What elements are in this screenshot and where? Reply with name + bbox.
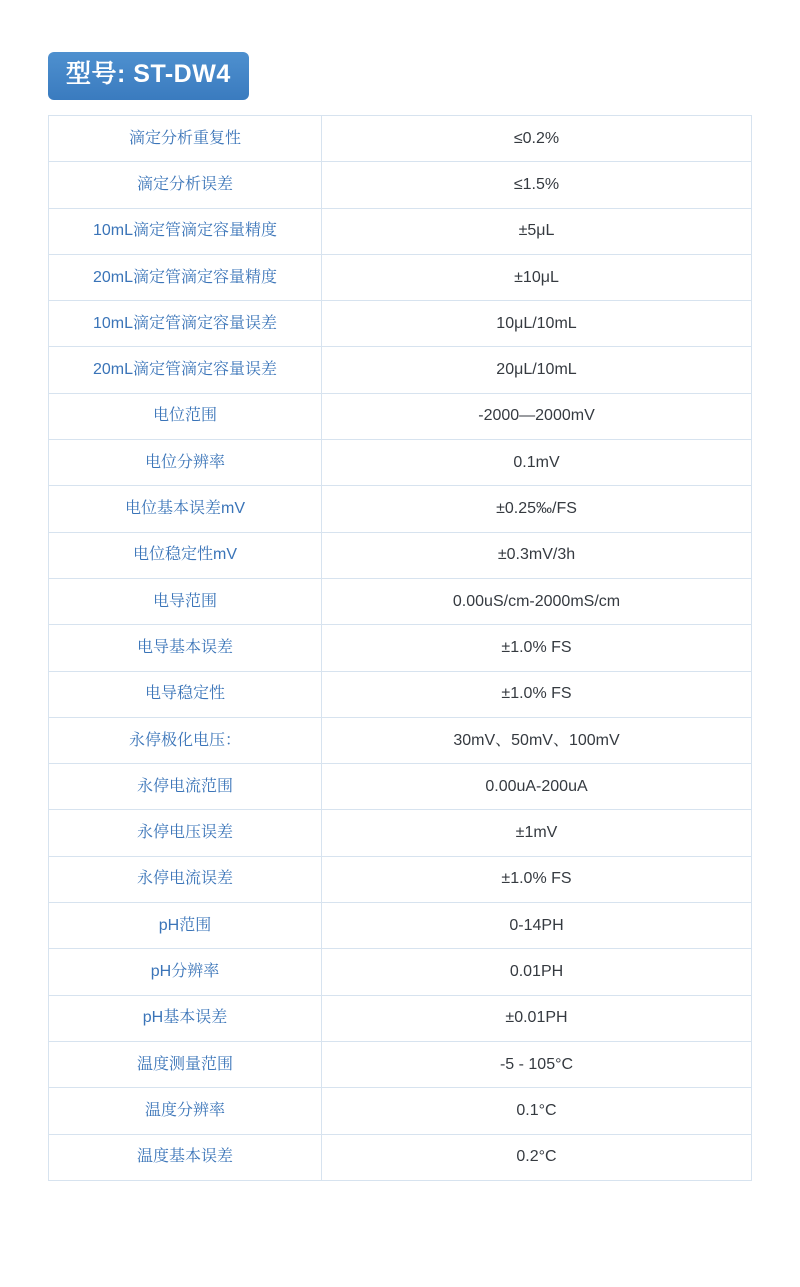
spec-value: ±1.0% FS	[322, 671, 752, 717]
spec-value: ≤1.5%	[322, 162, 752, 208]
spec-label: 20mL滴定管滴定容量误差	[49, 347, 322, 393]
table-row	[49, 578, 752, 624]
table-row	[49, 301, 752, 347]
spec-label: 电位稳定性mV	[49, 532, 322, 578]
spec-label: 温度基本误差	[49, 1134, 322, 1180]
table-row	[49, 532, 752, 578]
spec-value: ±0.3mV/3h	[322, 532, 752, 578]
spec-label: 电位分辨率	[49, 440, 322, 486]
spec-value: -2000—2000mV	[322, 393, 752, 439]
spec-label: 永停电流范围	[49, 764, 322, 810]
table-row	[49, 810, 752, 856]
table-row	[49, 440, 752, 486]
spec-value: 20μL/10mL	[322, 347, 752, 393]
spec-label: 温度分辨率	[49, 1088, 322, 1134]
spec-label: 温度测量范围	[49, 1041, 322, 1087]
table-row	[49, 949, 752, 995]
table-row	[49, 1134, 752, 1180]
spec-value: ±0.01PH	[322, 995, 752, 1041]
spec-value: 0.00uS/cm-2000mS/cm	[322, 578, 752, 624]
spec-value: 30mV、50mV、100mV	[322, 717, 752, 763]
spec-label: 滴定分析重复性	[49, 116, 322, 162]
spec-label: pH范围	[49, 903, 322, 949]
spec-value: ±10μL	[322, 254, 752, 300]
spec-label: 电导基本误差	[49, 625, 322, 671]
spec-value: ≤0.2%	[322, 116, 752, 162]
spec-value: 10μL/10mL	[322, 301, 752, 347]
table-row	[49, 162, 752, 208]
spec-value: 0-14PH	[322, 903, 752, 949]
spec-label: 20mL滴定管滴定容量精度	[49, 254, 322, 300]
table-row	[49, 856, 752, 902]
spec-value: ±1.0% FS	[322, 856, 752, 902]
spec-label: 电位基本误差mV	[49, 486, 322, 532]
spec-value: ±1mV	[322, 810, 752, 856]
table-row	[49, 1088, 752, 1134]
spec-label: 电导范围	[49, 578, 322, 624]
spec-value: -5 - 105°C	[322, 1041, 752, 1087]
spec-label: 电位范围	[49, 393, 322, 439]
spec-label: 10mL滴定管滴定容量误差	[49, 301, 322, 347]
table-row	[49, 116, 752, 162]
spec-label: pH分辨率	[49, 949, 322, 995]
spec-label: pH基本误差	[49, 995, 322, 1041]
table-row	[49, 903, 752, 949]
spec-label: 滴定分析误差	[49, 162, 322, 208]
spec-label: 电导稳定性	[49, 671, 322, 717]
spec-value: 0.1°C	[322, 1088, 752, 1134]
specification-table-body	[49, 116, 752, 1181]
table-row	[49, 347, 752, 393]
spec-value: 0.1mV	[322, 440, 752, 486]
table-row	[49, 625, 752, 671]
table-row	[49, 208, 752, 254]
model-badge: 型号: ST-DW4	[48, 52, 249, 100]
table-row	[49, 717, 752, 763]
spec-value: ±1.0% FS	[322, 625, 752, 671]
table-row	[49, 486, 752, 532]
table-row	[49, 671, 752, 717]
spec-value: ±0.25‰/FS	[322, 486, 752, 532]
table-row	[49, 1041, 752, 1087]
table-row	[49, 254, 752, 300]
spec-label: 永停极化电压：	[49, 717, 322, 763]
spec-value: 0.00uA-200uA	[322, 764, 752, 810]
spec-label: 永停电流误差	[49, 856, 322, 902]
spec-value: ±5μL	[322, 208, 752, 254]
table-row	[49, 393, 752, 439]
spec-label: 10mL滴定管滴定容量精度	[49, 208, 322, 254]
spec-value: 0.2°C	[322, 1134, 752, 1180]
specification-table	[48, 115, 752, 1181]
table-row	[49, 995, 752, 1041]
spec-value: 0.01PH	[322, 949, 752, 995]
table-row	[49, 764, 752, 810]
spec-label: 永停电压误差	[49, 810, 322, 856]
